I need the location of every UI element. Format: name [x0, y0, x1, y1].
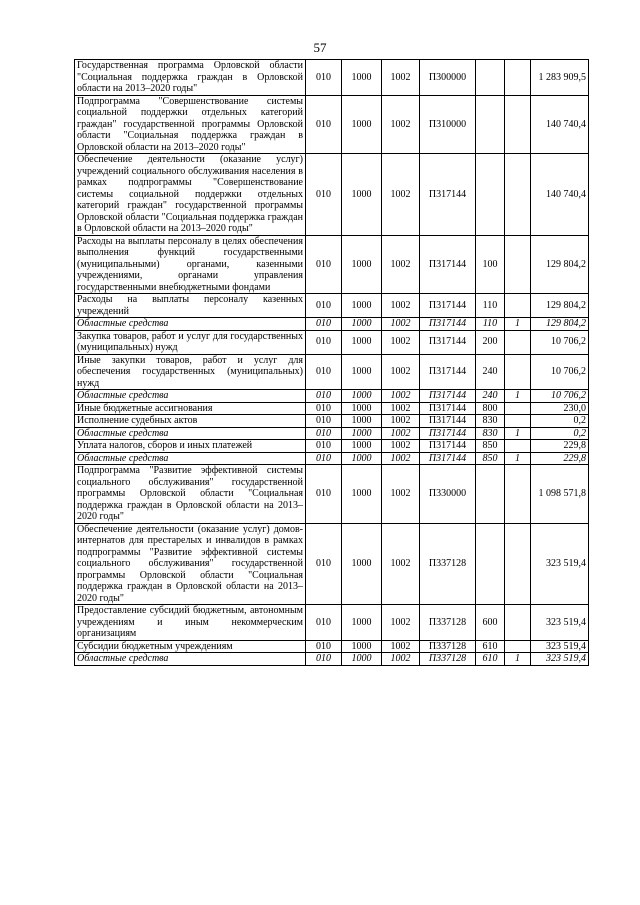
row-funding-source: [505, 294, 531, 318]
table-row: [75, 465, 589, 524]
table-row: [75, 523, 589, 605]
row-expense-type: 240: [476, 390, 505, 403]
row-funding-source: [505, 465, 531, 524]
row-target-article: П337128: [420, 640, 476, 653]
row-target-article: П317144: [420, 318, 476, 331]
row-name: Подпрограмма "Совершенствование системы социальной поддержки отдельных категорий граждан" государственной программы Орловской области "Социальная поддержка граждан в Орловской области на 2013–2020 годы": [75, 95, 306, 154]
table-row: [75, 415, 589, 428]
row-subsection-code: 1002: [382, 354, 420, 390]
row-expense-type: 110: [476, 294, 505, 318]
row-subsection-code: 1002: [382, 605, 420, 641]
row-funding-source: [505, 523, 531, 605]
row-subsection-code: 1002: [382, 452, 420, 465]
row-funding-source: 1: [505, 653, 531, 666]
row-grbs-code: 010: [306, 154, 342, 236]
row-expense-type: 240: [476, 354, 505, 390]
table-row: [75, 640, 589, 653]
row-subsection-code: 1002: [382, 60, 420, 96]
row-grbs-code: 010: [306, 605, 342, 641]
row-section-code: 1000: [342, 95, 382, 154]
row-section-code: 1000: [342, 390, 382, 403]
row-grbs-code: 010: [306, 465, 342, 524]
row-name: Областные средства: [75, 427, 306, 440]
row-funding-source: [505, 640, 531, 653]
row-subsection-code: 1002: [382, 440, 420, 453]
row-expense-type: [476, 60, 505, 96]
table-row: [75, 354, 589, 390]
row-subsection-code: 1002: [382, 415, 420, 428]
row-grbs-code: 010: [306, 95, 342, 154]
row-section-code: 1000: [342, 330, 382, 354]
row-subsection-code: 1002: [382, 427, 420, 440]
row-amount: 0,2: [531, 415, 589, 428]
table-row: [75, 452, 589, 465]
row-funding-source: [505, 605, 531, 641]
row-name: Субсидии бюджетным учреждениям: [75, 640, 306, 653]
table-row: [75, 390, 589, 403]
row-subsection-code: 1002: [382, 402, 420, 415]
row-funding-source: [505, 95, 531, 154]
row-section-code: 1000: [342, 294, 382, 318]
row-amount: 10 706,2: [531, 330, 589, 354]
row-grbs-code: 010: [306, 330, 342, 354]
row-section-code: 1000: [342, 235, 382, 294]
table-row: [75, 605, 589, 641]
row-amount: 323 519,4: [531, 640, 589, 653]
budget-table-body: [75, 60, 589, 666]
row-amount: 1 098 571,8: [531, 465, 589, 524]
page-number: 57: [313, 40, 327, 55]
row-target-article: П317144: [420, 427, 476, 440]
row-section-code: 1000: [342, 154, 382, 236]
row-subsection-code: 1002: [382, 318, 420, 331]
row-section-code: 1000: [342, 605, 382, 641]
table-row: [75, 653, 589, 666]
row-section-code: 1000: [342, 452, 382, 465]
row-name: Исполнение судебных актов: [75, 415, 306, 428]
row-grbs-code: 010: [306, 390, 342, 403]
row-name: Областные средства: [75, 390, 306, 403]
row-funding-source: [505, 154, 531, 236]
row-subsection-code: 1002: [382, 235, 420, 294]
row-grbs-code: 010: [306, 402, 342, 415]
row-expense-type: 600: [476, 605, 505, 641]
row-name: Иные закупки товаров, работ и услуг для обеспечения государственных (муниципальных) нужд: [75, 354, 306, 390]
row-grbs-code: 010: [306, 452, 342, 465]
row-grbs-code: 010: [306, 427, 342, 440]
row-target-article: П300000: [420, 60, 476, 96]
row-expense-type: 610: [476, 653, 505, 666]
row-name: Обеспечение деятельности (оказание услуг) учреждений социального обслуживания населения в рамках подпрограммы "Совершенствование системы социальной поддержки отдельных категорий граждан" государственной программы Орловской области "Социальная поддержка граждан в Орловской области на 2013–2020 годы": [75, 154, 306, 236]
row-grbs-code: 010: [306, 354, 342, 390]
table-row: [75, 427, 589, 440]
row-name: Обеспечение деятельности (оказание услуг) домов-интернатов для престарелых и инвалидов в рамках подпрограммы "Развитие эффективной системы социального обслуживания" государственной программы Орловской области "Социальная поддержка граждан в Орловской области на 2013–2020 годы": [75, 523, 306, 605]
row-amount: 230,0: [531, 402, 589, 415]
row-section-code: 1000: [342, 402, 382, 415]
row-name: Расходы на выплаты персоналу в целях обеспечения выполнения функций государственными (муниципальными) органами, казенными учреждениями, органами управления государственными внебюджетными фондами: [75, 235, 306, 294]
row-section-code: 1000: [342, 523, 382, 605]
row-funding-source: [505, 440, 531, 453]
table-row: [75, 154, 589, 236]
row-target-article: П317144: [420, 154, 476, 236]
row-expense-type: 200: [476, 330, 505, 354]
row-target-article: П317144: [420, 402, 476, 415]
row-amount: 0,2: [531, 427, 589, 440]
row-subsection-code: 1002: [382, 523, 420, 605]
row-grbs-code: 010: [306, 640, 342, 653]
row-amount: 229,8: [531, 440, 589, 453]
row-funding-source: 1: [505, 390, 531, 403]
row-amount: 323 519,4: [531, 653, 589, 666]
row-subsection-code: 1002: [382, 390, 420, 403]
table-row: [75, 318, 589, 331]
row-funding-source: [505, 415, 531, 428]
budget-table: [74, 59, 589, 666]
row-funding-source: 1: [505, 427, 531, 440]
table-row: [75, 294, 589, 318]
row-expense-type: 610: [476, 640, 505, 653]
row-target-article: П317144: [420, 294, 476, 318]
row-section-code: 1000: [342, 60, 382, 96]
row-target-article: П337128: [420, 605, 476, 641]
row-target-article: П317144: [420, 390, 476, 403]
row-name: Областные средства: [75, 452, 306, 465]
row-name: Закупка товаров, работ и услуг для государственных (муниципальных) нужд: [75, 330, 306, 354]
table-row: [75, 95, 589, 154]
table-row: [75, 402, 589, 415]
row-amount: 129 804,2: [531, 318, 589, 331]
row-section-code: 1000: [342, 318, 382, 331]
row-expense-type: 830: [476, 415, 505, 428]
row-grbs-code: 010: [306, 294, 342, 318]
row-subsection-code: 1002: [382, 640, 420, 653]
row-expense-type: 850: [476, 452, 505, 465]
row-expense-type: [476, 465, 505, 524]
row-expense-type: [476, 154, 505, 236]
row-amount: 129 804,2: [531, 294, 589, 318]
row-target-article: П337128: [420, 523, 476, 605]
row-section-code: 1000: [342, 653, 382, 666]
table-row: [75, 235, 589, 294]
row-target-article: П317144: [420, 415, 476, 428]
row-funding-source: [505, 354, 531, 390]
row-section-code: 1000: [342, 640, 382, 653]
row-expense-type: 830: [476, 427, 505, 440]
row-target-article: П317144: [420, 235, 476, 294]
row-name: Государственная программа Орловской области "Социальная поддержка граждан в Орловской области на 2013–2020 годы": [75, 60, 306, 96]
row-target-article: П317144: [420, 354, 476, 390]
row-amount: 323 519,4: [531, 523, 589, 605]
row-amount: 1 283 909,5: [531, 60, 589, 96]
row-expense-type: 110: [476, 318, 505, 331]
row-name: Иные бюджетные ассигнования: [75, 402, 306, 415]
row-subsection-code: 1002: [382, 95, 420, 154]
row-target-article: П310000: [420, 95, 476, 154]
row-name: Подпрограмма "Развитие эффективной системы социального обслуживания" государственной программы Орловской области "Социальная поддержка граждан в Орловской области на 2013–2020 годы": [75, 465, 306, 524]
row-amount: 10 706,2: [531, 354, 589, 390]
row-amount: 323 519,4: [531, 605, 589, 641]
row-amount: 140 740,4: [531, 95, 589, 154]
row-name: Областные средства: [75, 653, 306, 666]
row-funding-source: [505, 60, 531, 96]
row-funding-source: 1: [505, 452, 531, 465]
table-row: [75, 440, 589, 453]
row-expense-type: 800: [476, 402, 505, 415]
row-subsection-code: 1002: [382, 294, 420, 318]
row-amount: 140 740,4: [531, 154, 589, 236]
row-subsection-code: 1002: [382, 154, 420, 236]
row-target-article: П330000: [420, 465, 476, 524]
row-section-code: 1000: [342, 427, 382, 440]
row-name: Областные средства: [75, 318, 306, 331]
table-row: [75, 330, 589, 354]
row-expense-type: [476, 95, 505, 154]
row-section-code: 1000: [342, 440, 382, 453]
row-amount: 10 706,2: [531, 390, 589, 403]
row-grbs-code: 010: [306, 523, 342, 605]
row-grbs-code: 010: [306, 235, 342, 294]
row-funding-source: [505, 402, 531, 415]
row-subsection-code: 1002: [382, 465, 420, 524]
row-amount: 129 804,2: [531, 235, 589, 294]
row-funding-source: [505, 330, 531, 354]
row-expense-type: [476, 523, 505, 605]
row-target-article: П317144: [420, 330, 476, 354]
row-section-code: 1000: [342, 415, 382, 428]
row-target-article: П317144: [420, 452, 476, 465]
row-name: Уплата налогов, сборов и иных платежей: [75, 440, 306, 453]
row-grbs-code: 010: [306, 653, 342, 666]
row-target-article: П317144: [420, 440, 476, 453]
row-name: Расходы на выплаты персоналу казенных учреждений: [75, 294, 306, 318]
row-name: Предоставление субсидий бюджетным, автономным учреждениям и иным некоммерческим организациям: [75, 605, 306, 641]
row-expense-type: 100: [476, 235, 505, 294]
row-subsection-code: 1002: [382, 653, 420, 666]
row-section-code: 1000: [342, 465, 382, 524]
row-grbs-code: 010: [306, 415, 342, 428]
row-target-article: П337128: [420, 653, 476, 666]
row-funding-source: 1: [505, 318, 531, 331]
row-amount: 229,8: [531, 452, 589, 465]
row-section-code: 1000: [342, 354, 382, 390]
row-subsection-code: 1002: [382, 330, 420, 354]
row-funding-source: [505, 235, 531, 294]
row-expense-type: 850: [476, 440, 505, 453]
table-row: [75, 60, 589, 96]
row-grbs-code: 010: [306, 318, 342, 331]
row-grbs-code: 010: [306, 440, 342, 453]
row-grbs-code: 010: [306, 60, 342, 96]
